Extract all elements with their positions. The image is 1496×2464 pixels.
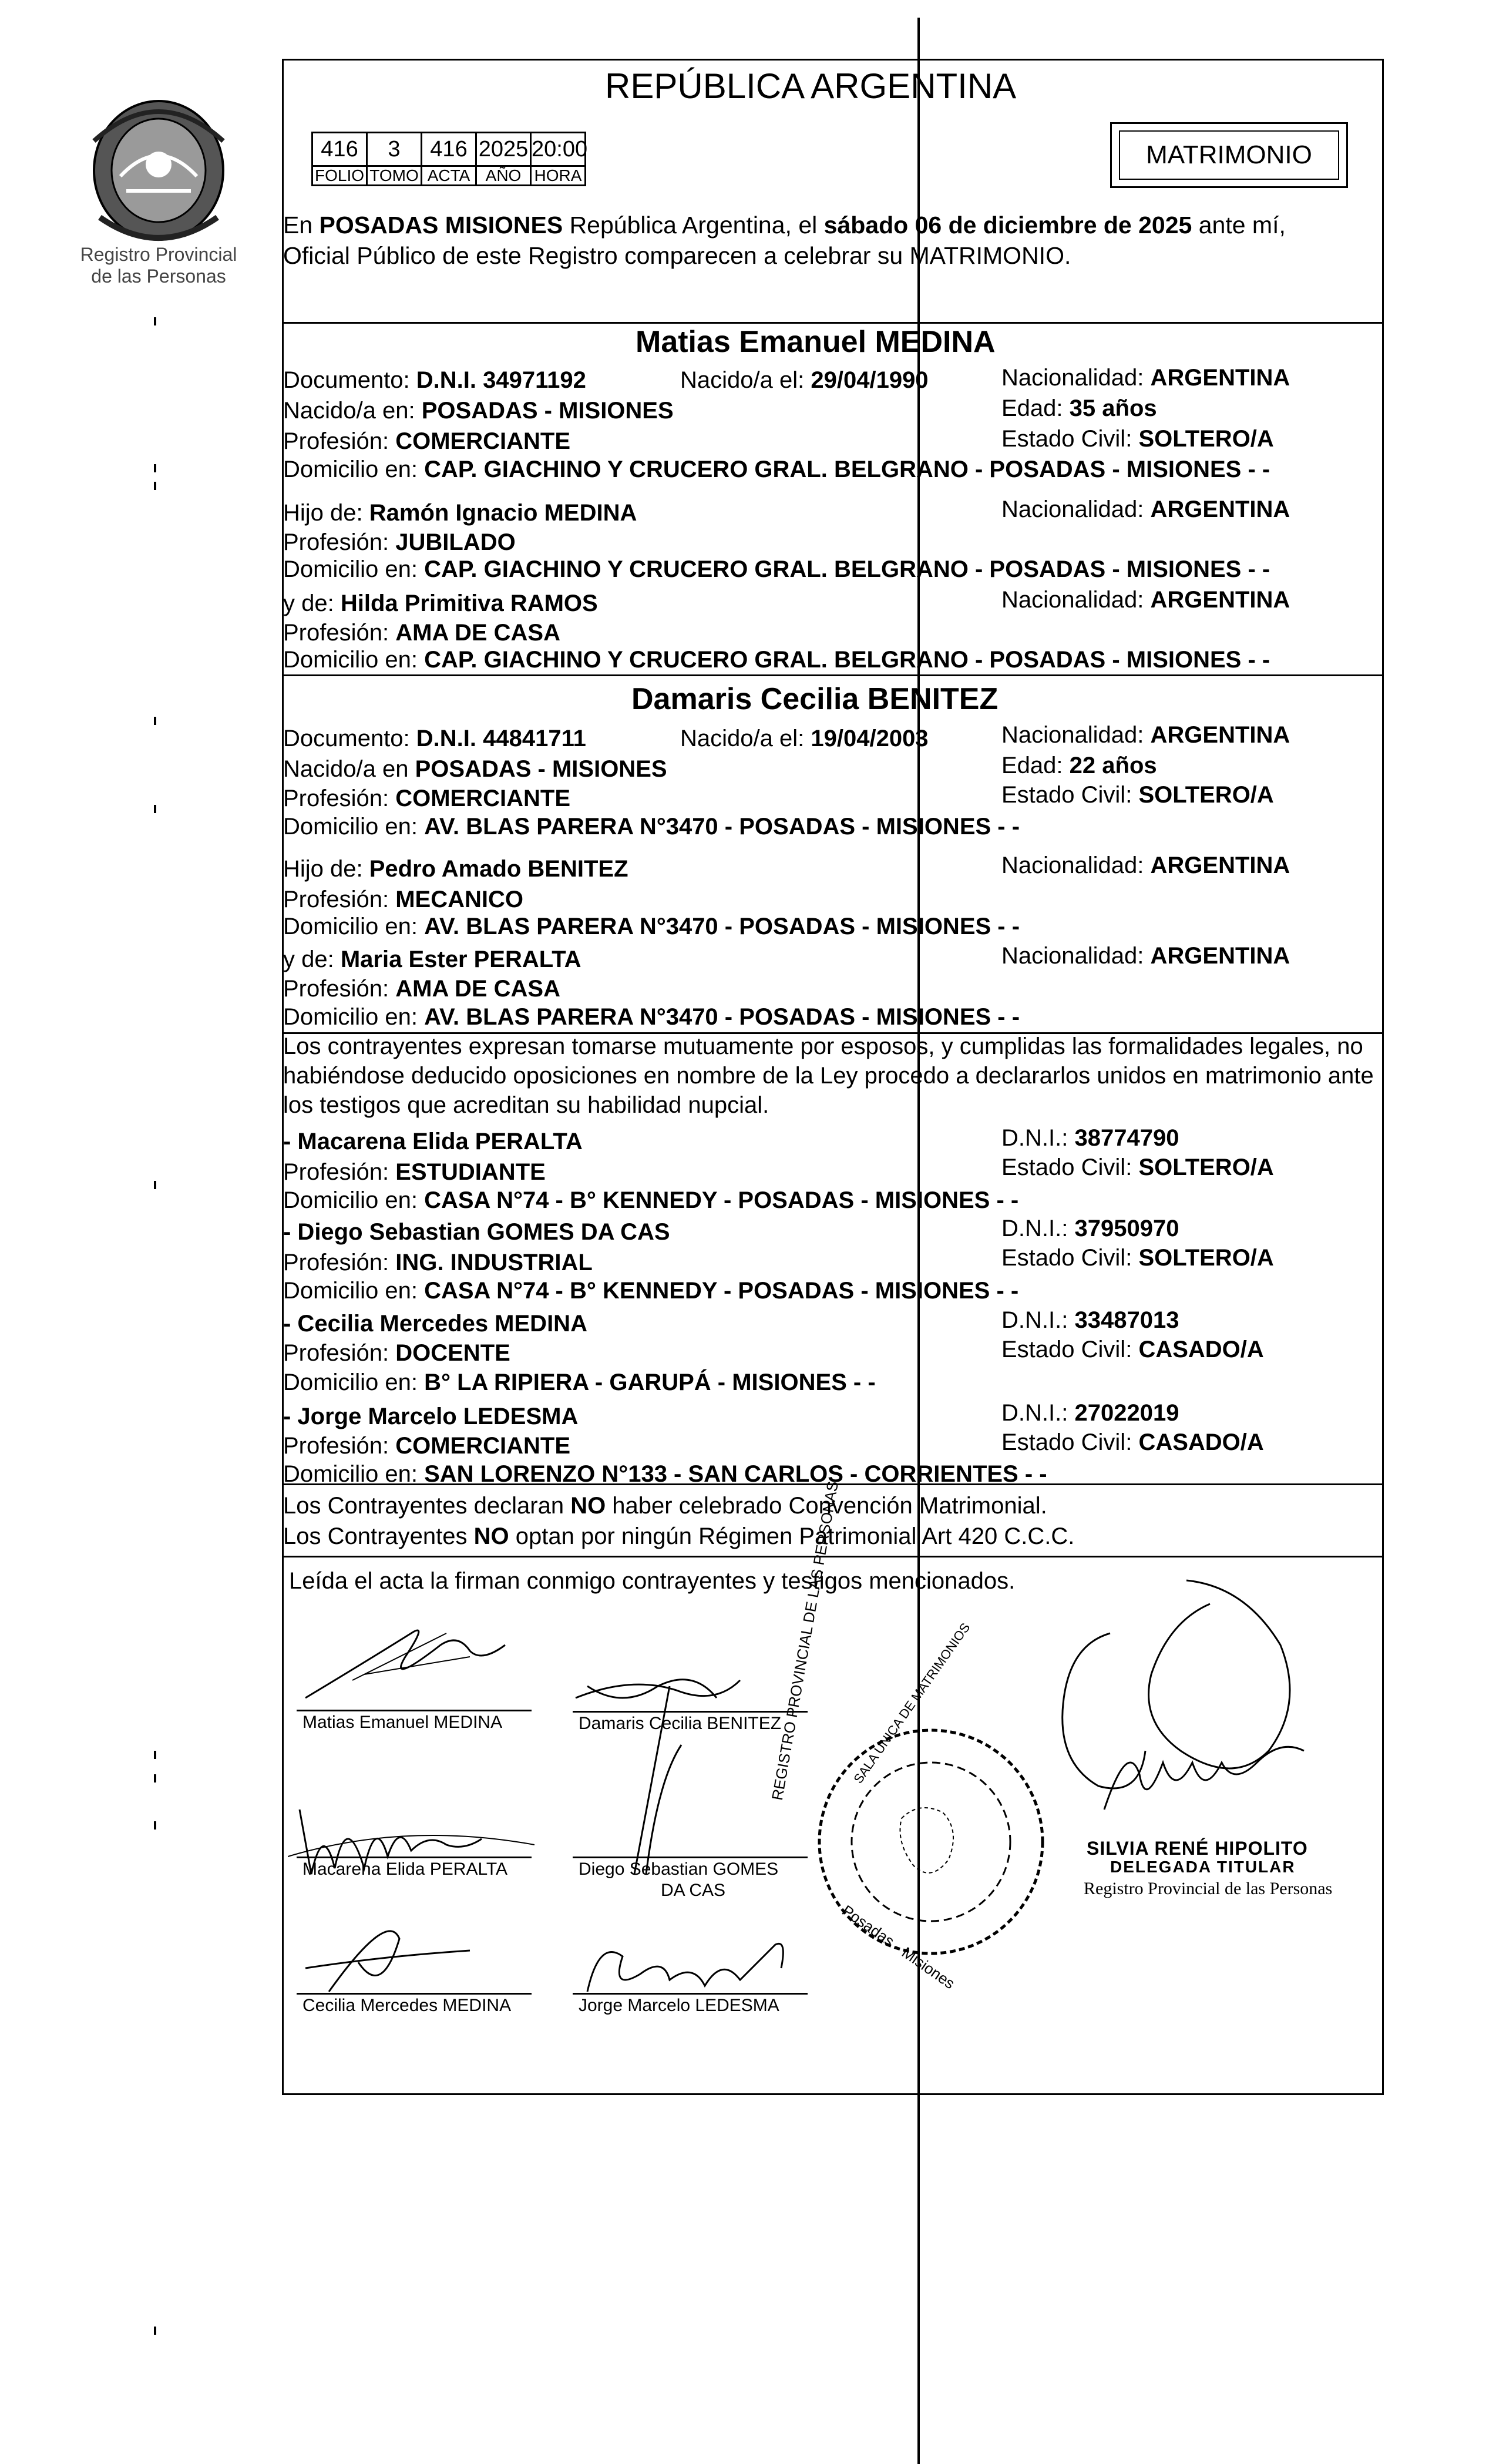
signature-scribble-icon: [564, 1663, 799, 1886]
registry-label: FOLIO: [311, 165, 368, 186]
logo-line2: de las Personas: [91, 266, 226, 287]
registry-value: 3: [366, 132, 422, 167]
signature-name: Macarena Elida PERALTA: [302, 1859, 508, 1879]
margin-mark: [154, 1774, 156, 1782]
margin-mark: [154, 482, 156, 490]
declaration-line2: habiéndose deducido oposiciones en nombre de la Ley procedo a declararlos unidos en matrimonio ante: [283, 1063, 1374, 1089]
signature-line: [297, 1857, 532, 1858]
signature-name: DA CAS: [661, 1881, 726, 1900]
official-signature-icon: [1034, 1575, 1339, 1851]
registry-value: 416: [421, 132, 477, 167]
declaration-line1: Los contrayentes expresan tomarse mutuamente por esposos, y cumplidas las formalidades legales, no: [283, 1033, 1363, 1059]
act-type-inner: MATRIMONIO: [1119, 130, 1339, 180]
registry-value: 2025: [475, 132, 532, 167]
signature-line: [297, 1710, 532, 1711]
stamp-city-text: Posadas - Misiones: [839, 1901, 959, 1993]
registry-label: AÑO: [475, 165, 532, 186]
registry-value: 20:00: [530, 132, 586, 167]
registry-label: HORA: [530, 165, 586, 186]
signature-name: Jorge Marcelo LEDESMA: [579, 1996, 779, 2015]
spouse1-name: Matias Emanuel MEDINA: [636, 325, 996, 359]
signature-name: Cecilia Mercedes MEDINA: [302, 1996, 512, 2015]
official-name: SILVIA RENÉ HIPOLITO: [1087, 1838, 1308, 1859]
declaration-line3: los testigos que acreditan su habilidad nupcial.: [283, 1092, 769, 1118]
margin-mark: [154, 317, 156, 325]
regime-line1: Los Contrayentes declaran NO haber celebrado Convención Matrimonial.: [283, 1493, 1047, 1519]
country-title: REPÚBLICA ARGENTINA: [605, 66, 1017, 106]
stamp-inner-text: SALA UNICA DE MATRIMONIOS: [850, 1620, 973, 1787]
margin-mark: [154, 2327, 156, 2335]
intro-line2: Oficial Público de este Registro comparecen a celebrar su MATRIMONIO.: [283, 242, 1071, 269]
margin-mark: [154, 1751, 156, 1759]
registry-label: ACTA: [421, 165, 477, 186]
official-stamp-icon: [808, 1718, 1054, 1965]
stamp-outer-text: REGISTRO PROVINCIAL DE LAS PERSONAS: [768, 1479, 842, 1802]
provincial-seal-icon: [70, 88, 247, 253]
official-title: DELEGADA TITULAR: [1110, 1858, 1296, 1876]
margin-mark: [154, 1821, 156, 1829]
intro-line1: En POSADAS MISIONES República Argentina, el sábado 06 de diciembre de 2025 ante mí,: [283, 212, 1286, 239]
closing-text: Leída el acta la firman conmigo contrayentes y testigos mencionados.: [289, 1568, 1016, 1594]
registry-label: TOMO: [366, 165, 422, 186]
margin-mark: [154, 805, 156, 813]
spouse2-name: Damaris Cecilia BENITEZ: [631, 682, 999, 716]
fold-line: [917, 18, 920, 2464]
registry-value: 416: [311, 132, 368, 167]
divider: [282, 322, 1382, 324]
signature-line: [573, 1993, 808, 1995]
margin-mark: [154, 1181, 156, 1189]
signature-scribble-icon: [564, 1921, 811, 2003]
signature-name: Damaris Cecilia BENITEZ: [579, 1714, 782, 1733]
logo-line1: Registro Provincial: [80, 244, 237, 265]
regime-line2: Los Contrayentes NO optan por ningún Régimen Patrimonial Art 420 C.C.C.: [283, 1523, 1075, 1549]
signature-name: Diego Sebastian GOMES: [579, 1859, 779, 1879]
signature-line: [573, 1857, 808, 1858]
signature-scribble-icon: [294, 1610, 517, 1716]
divider: [282, 674, 1382, 676]
official-registry: Registro Provincial de las Personas: [1084, 1879, 1333, 1898]
signature-line: [573, 1711, 808, 1713]
signature-line: [297, 1993, 532, 1995]
signature-scribble-icon: [294, 1904, 482, 2003]
signature-name: Matias Emanuel MEDINA: [302, 1713, 503, 1732]
registry-logo: [70, 88, 247, 288]
margin-mark: [154, 464, 156, 472]
margin-mark: [154, 717, 156, 725]
